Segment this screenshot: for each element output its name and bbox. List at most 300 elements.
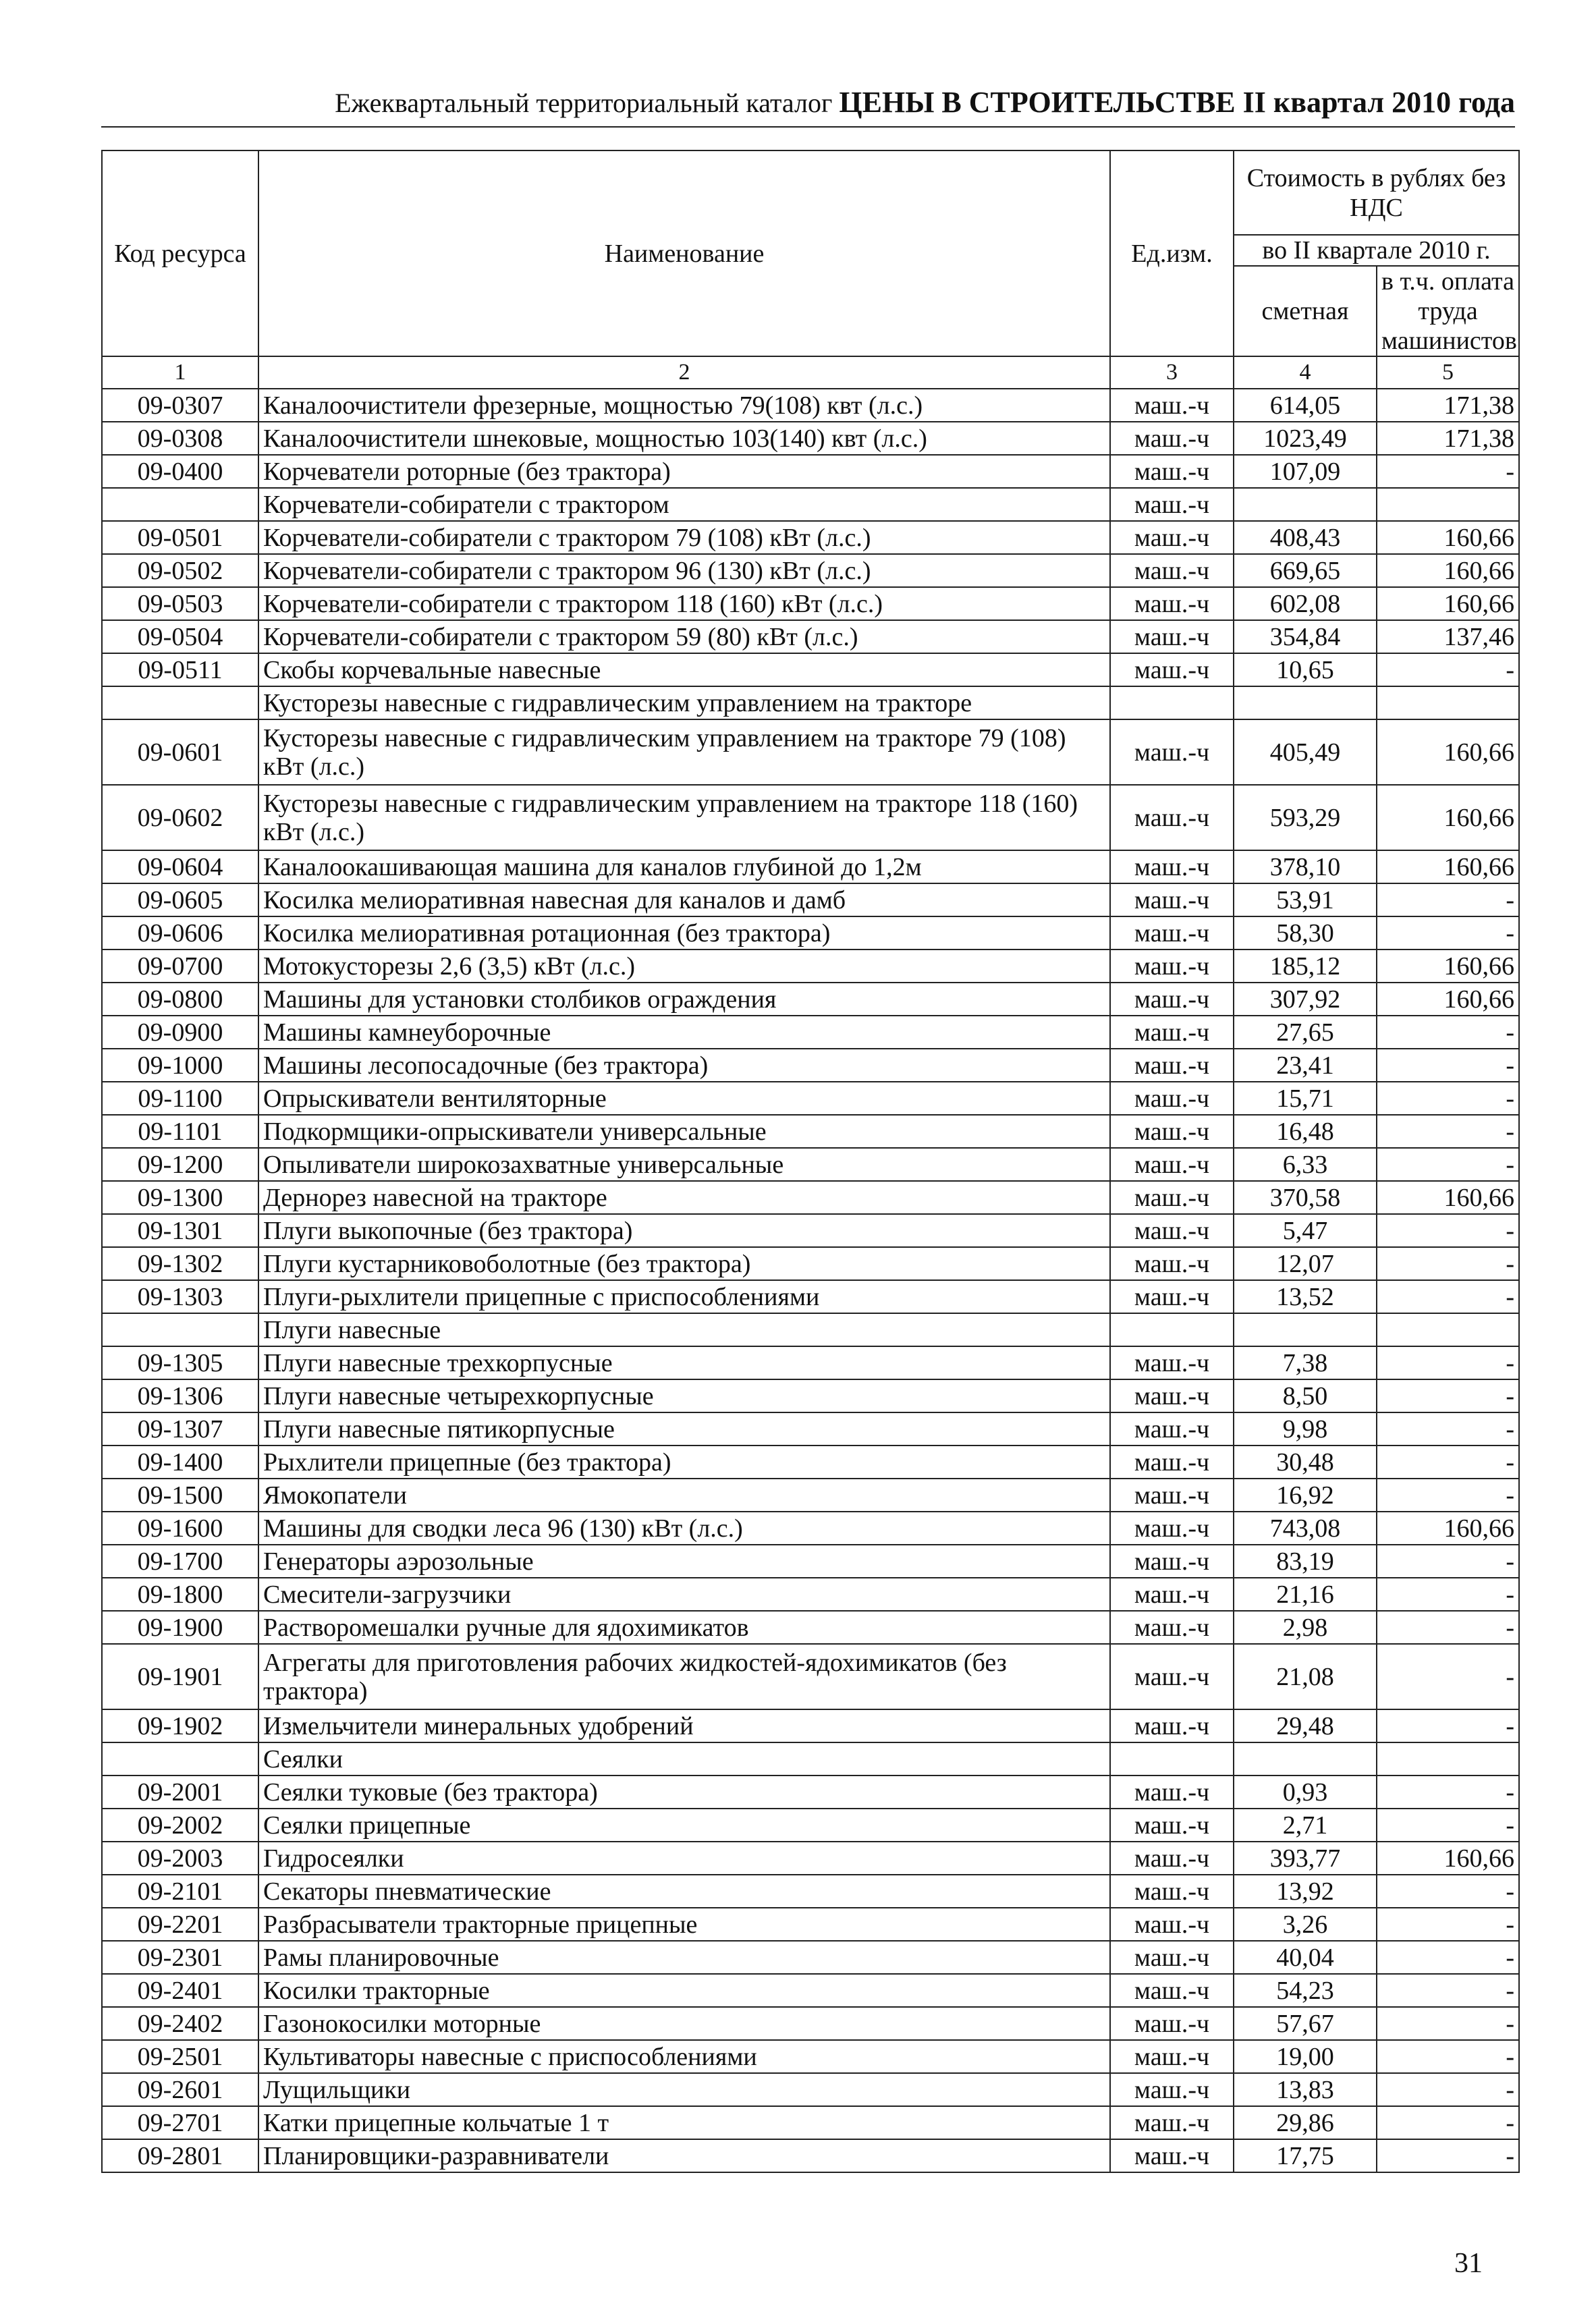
unit-cell: маш.-ч bbox=[1110, 653, 1234, 686]
page-number: 31 bbox=[1454, 2248, 1483, 2279]
table-row bbox=[102, 1545, 1519, 1578]
resource-code: 09-1101 bbox=[102, 1115, 258, 1148]
labor-cost: 160,66 bbox=[1377, 1512, 1519, 1545]
labor-cost: 137,46 bbox=[1377, 620, 1519, 653]
resource-code: 09-2402 bbox=[102, 2007, 258, 2040]
header-labor: в т.ч. оплата труда машинистов bbox=[1377, 266, 1519, 356]
labor-cost: 160,66 bbox=[1377, 1842, 1519, 1875]
estimated-cost: 16,92 bbox=[1234, 1479, 1377, 1512]
labor-cost: - bbox=[1377, 653, 1519, 686]
price-table-header bbox=[102, 150, 1519, 389]
unit-cell: маш.-ч bbox=[1110, 1049, 1234, 1082]
table-row bbox=[102, 1115, 1519, 1148]
resource-code: 09-0504 bbox=[102, 620, 258, 653]
unit-cell: маш.-ч bbox=[1110, 554, 1234, 587]
table-row bbox=[102, 1875, 1519, 1908]
estimated-cost: 0,93 bbox=[1234, 1776, 1377, 1809]
table-row bbox=[102, 2040, 1519, 2073]
labor-cost: - bbox=[1377, 455, 1519, 488]
estimated-cost: 54,23 bbox=[1234, 1974, 1377, 2007]
column-number: 5 bbox=[1377, 356, 1519, 389]
estimated-cost: 2,98 bbox=[1234, 1611, 1377, 1644]
resource-code: 09-0502 bbox=[102, 554, 258, 587]
resource-code: 09-1901 bbox=[102, 1644, 258, 1709]
estimated-cost bbox=[1234, 1742, 1377, 1776]
table-row bbox=[102, 1742, 1519, 1776]
estimated-cost: 6,33 bbox=[1234, 1148, 1377, 1181]
labor-cost: - bbox=[1377, 2106, 1519, 2139]
resource-name: Генераторы аэрозольные bbox=[258, 1545, 1110, 1578]
resource-name: Плуги навесные bbox=[258, 1313, 1110, 1346]
estimated-cost: 5,47 bbox=[1234, 1214, 1377, 1247]
estimated-cost: 15,71 bbox=[1234, 1082, 1377, 1115]
estimated-cost: 370,58 bbox=[1234, 1181, 1377, 1214]
estimated-cost: 185,12 bbox=[1234, 949, 1377, 983]
labor-cost: 160,66 bbox=[1377, 719, 1519, 785]
labor-cost: - bbox=[1377, 1479, 1519, 1512]
unit-cell: маш.-ч bbox=[1110, 2073, 1234, 2106]
unit-cell: маш.-ч bbox=[1110, 1842, 1234, 1875]
labor-cost: - bbox=[1377, 1644, 1519, 1709]
resource-name: Корчеватели-собиратели с трактором 79 (108) кВт (л.с.) bbox=[258, 521, 1110, 554]
estimated-cost: 21,16 bbox=[1234, 1578, 1377, 1611]
resource-code bbox=[102, 1742, 258, 1776]
unit-cell: маш.-ч bbox=[1110, 1974, 1234, 2007]
resource-code: 09-1303 bbox=[102, 1280, 258, 1313]
unit-cell: маш.-ч bbox=[1110, 1412, 1234, 1446]
estimated-cost: 17,75 bbox=[1234, 2139, 1377, 2172]
resource-code: 09-0503 bbox=[102, 587, 258, 620]
table-row bbox=[102, 389, 1519, 422]
resource-code: 09-1800 bbox=[102, 1578, 258, 1611]
table-row bbox=[102, 1512, 1519, 1545]
labor-cost: 160,66 bbox=[1377, 785, 1519, 850]
resource-name: Косилки тракторные bbox=[258, 1974, 1110, 2007]
resource-code: 09-2401 bbox=[102, 1974, 258, 2007]
unit-cell: маш.-ч bbox=[1110, 2139, 1234, 2172]
resource-code: 09-1301 bbox=[102, 1214, 258, 1247]
labor-cost: 160,66 bbox=[1377, 949, 1519, 983]
estimated-cost: 408,43 bbox=[1234, 521, 1377, 554]
table-row bbox=[102, 949, 1519, 983]
resource-code: 09-0900 bbox=[102, 1016, 258, 1049]
table-row bbox=[102, 653, 1519, 686]
unit-cell: маш.-ч bbox=[1110, 2106, 1234, 2139]
estimated-cost: 307,92 bbox=[1234, 983, 1377, 1016]
labor-cost: 171,38 bbox=[1377, 422, 1519, 455]
resource-name: Каналоочистители фрезерные, мощностью 79(108) квт (л.с.) bbox=[258, 389, 1110, 422]
resource-name: Ямокопатели bbox=[258, 1479, 1110, 1512]
resource-code bbox=[102, 1313, 258, 1346]
estimated-cost: 16,48 bbox=[1234, 1115, 1377, 1148]
table-row bbox=[102, 719, 1519, 785]
estimated-cost: 12,07 bbox=[1234, 1247, 1377, 1280]
unit-cell: маш.-ч bbox=[1110, 883, 1234, 916]
resource-code: 09-2002 bbox=[102, 1809, 258, 1842]
resource-name: Рамы планировочные bbox=[258, 1941, 1110, 1974]
unit-cell: маш.-ч bbox=[1110, 1611, 1234, 1644]
resource-name: Кусторезы навесные с гидравлическим управлением на тракторе 118 (160) кВт (л.с.) bbox=[258, 785, 1110, 850]
labor-cost bbox=[1377, 1313, 1519, 1346]
labor-cost: - bbox=[1377, 916, 1519, 949]
resource-name: Газонокосилки моторные bbox=[258, 2007, 1110, 2040]
resource-name: Культиваторы навесные с приспособлениями bbox=[258, 2040, 1110, 2073]
unit-cell bbox=[1110, 1742, 1234, 1776]
table-row bbox=[102, 2139, 1519, 2172]
labor-cost: - bbox=[1377, 1578, 1519, 1611]
labor-cost: - bbox=[1377, 1709, 1519, 1742]
estimated-cost: 8,50 bbox=[1234, 1379, 1377, 1412]
table-row bbox=[102, 1247, 1519, 1280]
unit-cell: маш.-ч bbox=[1110, 785, 1234, 850]
table-row bbox=[102, 1412, 1519, 1446]
resource-name: Машины для установки столбиков ограждения bbox=[258, 983, 1110, 1016]
resource-code: 09-1600 bbox=[102, 1512, 258, 1545]
table-row bbox=[102, 2007, 1519, 2040]
resource-code: 09-2601 bbox=[102, 2073, 258, 2106]
resource-name: Кусторезы навесные с гидравлическим управлением на тракторе bbox=[258, 686, 1110, 719]
labor-cost: - bbox=[1377, 1214, 1519, 1247]
labor-cost: - bbox=[1377, 1082, 1519, 1115]
resource-code: 09-1902 bbox=[102, 1709, 258, 1742]
estimated-cost: 354,84 bbox=[1234, 620, 1377, 653]
table-row bbox=[102, 620, 1519, 653]
estimated-cost: 19,00 bbox=[1234, 2040, 1377, 2073]
unit-cell: маш.-ч bbox=[1110, 1578, 1234, 1611]
table-row bbox=[102, 1082, 1519, 1115]
labor-cost: - bbox=[1377, 1545, 1519, 1578]
estimated-cost: 27,65 bbox=[1234, 1016, 1377, 1049]
resource-code: 09-2501 bbox=[102, 2040, 258, 2073]
table-row bbox=[102, 983, 1519, 1016]
estimated-cost: 7,38 bbox=[1234, 1346, 1377, 1379]
resource-code: 09-1900 bbox=[102, 1611, 258, 1644]
labor-cost: 160,66 bbox=[1377, 554, 1519, 587]
estimated-cost: 57,67 bbox=[1234, 2007, 1377, 2040]
estimated-cost bbox=[1234, 488, 1377, 521]
labor-cost: 160,66 bbox=[1377, 850, 1519, 883]
resource-name: Плуги навесные четырехкорпусные bbox=[258, 1379, 1110, 1412]
estimated-cost: 9,98 bbox=[1234, 1412, 1377, 1446]
table-row bbox=[102, 1313, 1519, 1346]
resource-name: Корчеватели-собиратели с трактором 118 (160) кВт (л.с.) bbox=[258, 587, 1110, 620]
unit-cell: маш.-ч bbox=[1110, 389, 1234, 422]
table-row bbox=[102, 1908, 1519, 1941]
unit-cell: маш.-ч bbox=[1110, 719, 1234, 785]
table-row bbox=[102, 785, 1519, 850]
header-cost-group: Стоимость в рублях без НДС bbox=[1234, 150, 1519, 235]
resource-code: 09-1400 bbox=[102, 1446, 258, 1479]
unit-cell: маш.-ч bbox=[1110, 620, 1234, 653]
labor-cost: - bbox=[1377, 883, 1519, 916]
estimated-cost bbox=[1234, 686, 1377, 719]
resource-code: 09-1300 bbox=[102, 1181, 258, 1214]
resource-name: Гидросеялки bbox=[258, 1842, 1110, 1875]
column-numbers-row bbox=[102, 356, 1519, 389]
table-row bbox=[102, 883, 1519, 916]
resource-name: Опыливатели широкозахватные универсальные bbox=[258, 1148, 1110, 1181]
table-row bbox=[102, 587, 1519, 620]
table-row bbox=[102, 1776, 1519, 1809]
resource-name: Растворомешалки ручные для ядохимикатов bbox=[258, 1611, 1110, 1644]
table-row bbox=[102, 1809, 1519, 1842]
unit-cell: маш.-ч bbox=[1110, 1512, 1234, 1545]
unit-cell: маш.-ч bbox=[1110, 1776, 1234, 1809]
table-row bbox=[102, 1181, 1519, 1214]
resource-name: Плуги навесные трехкорпусные bbox=[258, 1346, 1110, 1379]
resource-name: Плуги навесные пятикорпусные bbox=[258, 1412, 1110, 1446]
resource-name: Плуги-рыхлители прицепные с приспособлениями bbox=[258, 1280, 1110, 1313]
unit-cell: маш.-ч bbox=[1110, 1908, 1234, 1941]
unit-cell: маш.-ч bbox=[1110, 1115, 1234, 1148]
unit-cell: маш.-ч bbox=[1110, 2007, 1234, 2040]
resource-code: 09-0400 bbox=[102, 455, 258, 488]
estimated-cost: 107,09 bbox=[1234, 455, 1377, 488]
resource-name: Катки прицепные кольчатые 1 т bbox=[258, 2106, 1110, 2139]
resource-name: Корчеватели-собиратели с трактором 59 (80) кВт (л.с.) bbox=[258, 620, 1110, 653]
unit-cell: маш.-ч bbox=[1110, 1148, 1234, 1181]
labor-cost: - bbox=[1377, 2040, 1519, 2073]
resource-name: Плуги выкопочные (без трактора) bbox=[258, 1214, 1110, 1247]
unit-cell: маш.-ч bbox=[1110, 983, 1234, 1016]
unit-cell: маш.-ч bbox=[1110, 1346, 1234, 1379]
resource-name: Машины камнеуборочные bbox=[258, 1016, 1110, 1049]
resource-code: 09-1307 bbox=[102, 1412, 258, 1446]
resource-code: 09-0800 bbox=[102, 983, 258, 1016]
unit-cell: маш.-ч bbox=[1110, 587, 1234, 620]
unit-cell: маш.-ч bbox=[1110, 1247, 1234, 1280]
unit-cell: маш.-ч bbox=[1110, 850, 1234, 883]
resource-name: Лущильщики bbox=[258, 2073, 1110, 2106]
table-row bbox=[102, 455, 1519, 488]
resource-code bbox=[102, 488, 258, 521]
resource-code: 09-2701 bbox=[102, 2106, 258, 2139]
unit-cell: маш.-ч bbox=[1110, 1644, 1234, 1709]
labor-cost: - bbox=[1377, 1115, 1519, 1148]
labor-cost: - bbox=[1377, 1974, 1519, 2007]
resource-name: Сеялки туковые (без трактора) bbox=[258, 1776, 1110, 1809]
estimated-cost: 3,26 bbox=[1234, 1908, 1377, 1941]
labor-cost: - bbox=[1377, 1908, 1519, 1941]
unit-cell: маш.-ч bbox=[1110, 422, 1234, 455]
labor-cost: 160,66 bbox=[1377, 521, 1519, 554]
resource-name: Машины для сводки леса 96 (130) кВт (л.с.) bbox=[258, 1512, 1110, 1545]
unit-cell: маш.-ч bbox=[1110, 488, 1234, 521]
table-row bbox=[102, 1379, 1519, 1412]
estimated-cost: 593,29 bbox=[1234, 785, 1377, 850]
resource-code: 09-1000 bbox=[102, 1049, 258, 1082]
resource-name: Разбрасыватели тракторные прицепные bbox=[258, 1908, 1110, 1941]
unit-cell bbox=[1110, 686, 1234, 719]
estimated-cost: 669,65 bbox=[1234, 554, 1377, 587]
resource-code: 09-2003 bbox=[102, 1842, 258, 1875]
resource-code: 09-1200 bbox=[102, 1148, 258, 1181]
resource-code: 09-0501 bbox=[102, 521, 258, 554]
resource-name: Планировщики-разравниватели bbox=[258, 2139, 1110, 2172]
labor-cost: - bbox=[1377, 1809, 1519, 1842]
header-estimated: сметная bbox=[1234, 266, 1377, 356]
labor-cost bbox=[1377, 488, 1519, 521]
table-row bbox=[102, 1842, 1519, 1875]
resource-name: Каналоочистители шнековые, мощностью 103(140) квт (л.с.) bbox=[258, 422, 1110, 455]
labor-cost: - bbox=[1377, 2007, 1519, 2040]
table-row bbox=[102, 521, 1519, 554]
labor-cost: 160,66 bbox=[1377, 1181, 1519, 1214]
labor-cost: - bbox=[1377, 1247, 1519, 1280]
resource-code: 09-1302 bbox=[102, 1247, 258, 1280]
price-table bbox=[101, 150, 1520, 2173]
unit-cell: маш.-ч bbox=[1110, 916, 1234, 949]
unit-cell: маш.-ч bbox=[1110, 1016, 1234, 1049]
table-row bbox=[102, 1016, 1519, 1049]
table-row bbox=[102, 422, 1519, 455]
unit-cell: маш.-ч bbox=[1110, 949, 1234, 983]
resource-name: Косилка мелиоративная ротационная (без трактора) bbox=[258, 916, 1110, 949]
resource-code: 09-1306 bbox=[102, 1379, 258, 1412]
unit-cell bbox=[1110, 1313, 1234, 1346]
resource-name: Рыхлители прицепные (без трактора) bbox=[258, 1446, 1110, 1479]
labor-cost: - bbox=[1377, 1412, 1519, 1446]
unit-cell: маш.-ч bbox=[1110, 1446, 1234, 1479]
catalog-title-bold: ЦЕНЫ В СТРОИТЕЛЬСТВЕ II квартал 2010 года bbox=[839, 86, 1515, 119]
table-row bbox=[102, 2106, 1519, 2139]
resource-name: Дернорез навесной на тракторе bbox=[258, 1181, 1110, 1214]
resource-code: 09-2101 bbox=[102, 1875, 258, 1908]
resource-code: 09-0606 bbox=[102, 916, 258, 949]
labor-cost: - bbox=[1377, 1016, 1519, 1049]
header-code: Код ресурса bbox=[102, 150, 258, 356]
resource-code: 09-0605 bbox=[102, 883, 258, 916]
estimated-cost: 1023,49 bbox=[1234, 422, 1377, 455]
header-period: во II квартале 2010 г. bbox=[1234, 235, 1519, 266]
column-number: 2 bbox=[258, 356, 1110, 389]
resource-code: 09-2801 bbox=[102, 2139, 258, 2172]
labor-cost: - bbox=[1377, 1941, 1519, 1974]
resource-code: 09-0308 bbox=[102, 422, 258, 455]
table-row bbox=[102, 1974, 1519, 2007]
labor-cost: - bbox=[1377, 1280, 1519, 1313]
resource-name: Агрегаты для приготовления рабочих жидкостей-ядохимикатов (без трактора) bbox=[258, 1644, 1110, 1709]
price-table-body bbox=[102, 389, 1519, 2172]
resource-name: Кусторезы навесные с гидравлическим управлением на тракторе 79 (108) кВт (л.с.) bbox=[258, 719, 1110, 785]
unit-cell: маш.-ч bbox=[1110, 1809, 1234, 1842]
labor-cost: 160,66 bbox=[1377, 983, 1519, 1016]
resource-name: Корчеватели-собиратели с трактором 96 (130) кВт (л.с.) bbox=[258, 554, 1110, 587]
resource-code: 09-1305 bbox=[102, 1346, 258, 1379]
estimated-cost: 602,08 bbox=[1234, 587, 1377, 620]
unit-cell: маш.-ч bbox=[1110, 1214, 1234, 1247]
table-row bbox=[102, 488, 1519, 521]
resource-code: 09-1700 bbox=[102, 1545, 258, 1578]
estimated-cost: 13,52 bbox=[1234, 1280, 1377, 1313]
resource-code: 09-0511 bbox=[102, 653, 258, 686]
unit-cell: маш.-ч bbox=[1110, 455, 1234, 488]
unit-cell: маш.-ч bbox=[1110, 1941, 1234, 1974]
resource-name: Сеялки bbox=[258, 1742, 1110, 1776]
resource-code: 09-2301 bbox=[102, 1941, 258, 1974]
estimated-cost: 83,19 bbox=[1234, 1545, 1377, 1578]
resource-name: Сеялки прицепные bbox=[258, 1809, 1110, 1842]
resource-code: 09-0604 bbox=[102, 850, 258, 883]
resource-name: Мотокусторезы 2,6 (3,5) кВт (л.с.) bbox=[258, 949, 1110, 983]
estimated-cost: 405,49 bbox=[1234, 719, 1377, 785]
resource-name: Измельчители минеральных удобрений bbox=[258, 1709, 1110, 1742]
resource-code: 09-0601 bbox=[102, 719, 258, 785]
resource-code: 09-1500 bbox=[102, 1479, 258, 1512]
catalog-title bbox=[335, 85, 1515, 119]
column-number: 3 bbox=[1110, 356, 1234, 389]
estimated-cost: 53,91 bbox=[1234, 883, 1377, 916]
estimated-cost: 13,92 bbox=[1234, 1875, 1377, 1908]
estimated-cost: 23,41 bbox=[1234, 1049, 1377, 1082]
resource-code: 09-1100 bbox=[102, 1082, 258, 1115]
resource-name: Косилка мелиоративная навесная для каналов и дамб bbox=[258, 883, 1110, 916]
header-unit: Ед.изм. bbox=[1110, 150, 1234, 356]
table-row bbox=[102, 1049, 1519, 1082]
labor-cost: - bbox=[1377, 1875, 1519, 1908]
table-row bbox=[102, 554, 1519, 587]
resource-name: Корчеватели-собиратели с трактором bbox=[258, 488, 1110, 521]
resource-code: 09-0700 bbox=[102, 949, 258, 983]
table-row bbox=[102, 1346, 1519, 1379]
resource-name: Опрыскиватели вентиляторные bbox=[258, 1082, 1110, 1115]
unit-cell: маш.-ч bbox=[1110, 1875, 1234, 1908]
table-row bbox=[102, 1611, 1519, 1644]
table-row bbox=[102, 1479, 1519, 1512]
resource-name: Корчеватели роторные (без трактора) bbox=[258, 455, 1110, 488]
estimated-cost bbox=[1234, 1313, 1377, 1346]
table-row bbox=[102, 1280, 1519, 1313]
unit-cell: маш.-ч bbox=[1110, 1280, 1234, 1313]
labor-cost: - bbox=[1377, 1446, 1519, 1479]
unit-cell: маш.-ч bbox=[1110, 1181, 1234, 1214]
column-number: 4 bbox=[1234, 356, 1377, 389]
table-row bbox=[102, 1941, 1519, 1974]
labor-cost: - bbox=[1377, 1049, 1519, 1082]
labor-cost: - bbox=[1377, 2073, 1519, 2106]
unit-cell: маш.-ч bbox=[1110, 1379, 1234, 1412]
estimated-cost: 21,08 bbox=[1234, 1644, 1377, 1709]
labor-cost: - bbox=[1377, 1611, 1519, 1644]
resource-code: 09-0307 bbox=[102, 389, 258, 422]
resource-name: Каналоокашивающая машина для каналов глубиной до 1,2м bbox=[258, 850, 1110, 883]
unit-cell: маш.-ч bbox=[1110, 1545, 1234, 1578]
table-row bbox=[102, 1214, 1519, 1247]
table-row bbox=[102, 916, 1519, 949]
labor-cost bbox=[1377, 686, 1519, 719]
table-row bbox=[102, 1644, 1519, 1709]
table-row bbox=[102, 1446, 1519, 1479]
estimated-cost: 29,86 bbox=[1234, 2106, 1377, 2139]
labor-cost: - bbox=[1377, 1346, 1519, 1379]
resource-code: 09-2001 bbox=[102, 1776, 258, 1809]
unit-cell: маш.-ч bbox=[1110, 1709, 1234, 1742]
labor-cost: 160,66 bbox=[1377, 587, 1519, 620]
resource-name: Подкормщики-опрыскиватели универсальные bbox=[258, 1115, 1110, 1148]
labor-cost: 171,38 bbox=[1377, 389, 1519, 422]
estimated-cost: 378,10 bbox=[1234, 850, 1377, 883]
header-name: Наименование bbox=[258, 150, 1110, 356]
table-row bbox=[102, 1709, 1519, 1742]
estimated-cost: 58,30 bbox=[1234, 916, 1377, 949]
labor-cost: - bbox=[1377, 1776, 1519, 1809]
resource-name: Машины лесопосадочные (без трактора) bbox=[258, 1049, 1110, 1082]
table-row bbox=[102, 686, 1519, 719]
resource-name: Секаторы пневматические bbox=[258, 1875, 1110, 1908]
unit-cell: маш.-ч bbox=[1110, 1479, 1234, 1512]
estimated-cost: 10,65 bbox=[1234, 653, 1377, 686]
unit-cell: маш.-ч bbox=[1110, 521, 1234, 554]
